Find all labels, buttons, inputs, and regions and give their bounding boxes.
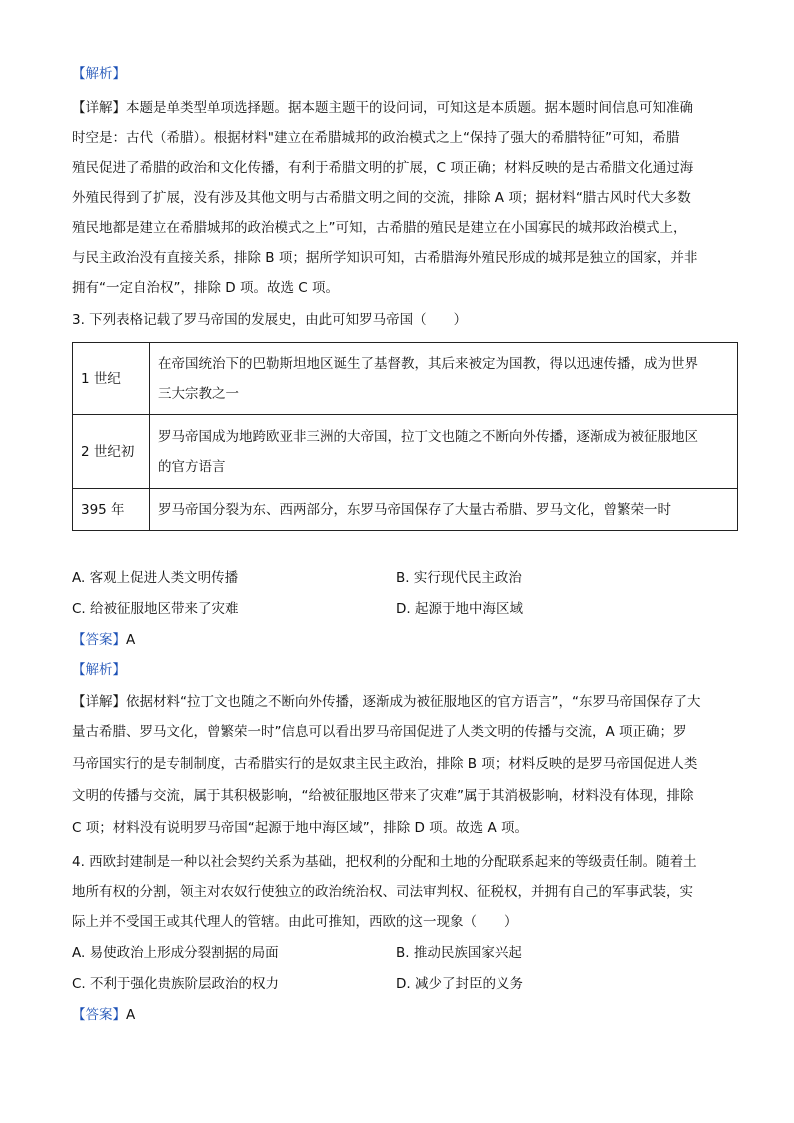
q2-detail-line: 殖民促进了希腊的政治和文化传播，有利于希腊文明的扩展，C 项正确；材料反映的是古希腊文化通过海 <box>72 160 694 176</box>
answer-value: A <box>126 1007 136 1023</box>
q3-analysis-label: 【解析】 <box>72 662 126 678</box>
table-cell-content <box>150 489 738 531</box>
q2-detail-line: 与民主政治没有直接关系，排除 B 项；据所学知识可知，古希腊海外殖民形成的城邦是独立的国家，并非 <box>72 250 698 266</box>
table-cell-period: 1 世纪 <box>73 343 150 415</box>
q3-answer <box>72 630 135 650</box>
q3-detail-line: 马帝国实行的是专制制度，古希腊实行的是奴隶主民主政治，排除 B 项；材料反映的是罗马帝国促进人类 <box>72 756 698 772</box>
q4-stem-line: 4. 西欧封建制是一种以社会契约关系为基础，把权利的分配和土地的分配联系起来的等级责任制。随着土 <box>72 854 697 870</box>
table-cell-period: 2 世纪初 <box>73 415 150 489</box>
table-cell-content <box>150 343 738 415</box>
q4-option-c: C. 不利于强化贵族阶层政治的权力 <box>72 976 280 992</box>
table-row <box>73 415 738 489</box>
q2-detail-line: 拥有“一定自治权”，排除 D 项。故选 C 项。 <box>72 280 339 296</box>
cell-line: 三大宗教之一 <box>158 385 239 402</box>
q2-detail-line: 【详解】本题是单类型单项选择题。据本题主题干的设问词，可知这是本质题。据本题时间信息可知准确 <box>72 100 693 116</box>
q3-option-d: D. 起源于地中海区域 <box>396 601 523 617</box>
table-row <box>73 343 738 415</box>
q2-detail-line: 外殖民得到了扩展，没有涉及其他文明与古希腊文明之间的交流，排除 A 项；据材料“腊古风时代大多数 <box>72 190 691 206</box>
q4-answer <box>72 1005 135 1025</box>
cell-line: 罗马帝国成为地跨欧亚非三洲的大帝国，拉丁文也随之不断向外传播，逐渐成为被征服地区 <box>158 428 698 445</box>
q3-history-table <box>72 342 738 531</box>
q2-detail-line: 时空是：古代（希腊）。根据材料"建立在希腊城邦的政治模式之上“保持了强大的希腊特征”可知，希腊 <box>72 130 680 146</box>
answer-label: 【答案】 <box>72 632 126 648</box>
q3-detail-line: 量古希腊、罗马文化，曾繁荣一时”信息可以看出罗马帝国促进了人类文明的传播与交流，A 项正确；罗 <box>72 724 687 740</box>
q2-detail-line: 殖民地都是建立在希腊城邦的政治模式之上”可知，古希腊的殖民是建立在小国寡民的城邦政治模式上， <box>72 220 687 236</box>
answer-value: A <box>126 632 136 648</box>
q3-option-c: C. 给被征服地区带来了灾难 <box>72 601 239 617</box>
q3-detail-line: C 项；材料没有说明罗马帝国“起源于地中海区域”，排除 D 项。故选 A 项。 <box>72 820 528 836</box>
q4-option-a: A. 易使政治上形成分裂割据的局面 <box>72 945 279 961</box>
cell-line: 的官方语言 <box>158 458 226 475</box>
q4-option-b: B. 推动民族国家兴起 <box>396 945 522 961</box>
q2-analysis-label: 【解析】 <box>72 66 126 82</box>
cell-line: 罗马帝国分裂为东、西两部分，东罗马帝国保存了大量古希腊、罗马文化，曾繁荣一时 <box>158 501 671 518</box>
table-cell-period: 395 年 <box>73 489 150 531</box>
answer-label: 【答案】 <box>72 1007 126 1023</box>
q4-option-d: D. 减少了封臣的义务 <box>396 976 523 992</box>
table-cell-content <box>150 415 738 489</box>
q4-stem-line: 地所有权的分割，领主对农奴行使独立的政治统治权、司法审判权、征税权，并拥有自己的军事武装，实 <box>72 884 693 900</box>
q3-option-b: B. 实行现代民主政治 <box>396 570 522 586</box>
table-row <box>73 489 738 531</box>
cell-line: 在帝国统治下的巴勒斯坦地区诞生了基督教，其后来被定为国教，得以迅速传播，成为世界 <box>158 355 698 372</box>
q3-detail-line: 【详解】依据材料“拉丁文也随之不断向外传播，逐渐成为被征服地区的官方语言”，“东罗马帝国保存了大 <box>72 694 701 710</box>
q3-detail-line: 文明的传播与交流，属于其积极影响，“给被征服地区带来了灾难”属于其消极影响，材料没有体现，排除 <box>72 788 694 804</box>
q3-option-a: A. 客观上促进人类文明传播 <box>72 570 239 586</box>
q3-stem: 3. 下列表格记载了罗马帝国的发展史，由此可知罗马帝国（ ） <box>72 312 468 328</box>
q4-stem-line: 际上并不受国王或其代理人的管辖。由此可推知，西欧的这一现象（ ） <box>72 914 518 930</box>
